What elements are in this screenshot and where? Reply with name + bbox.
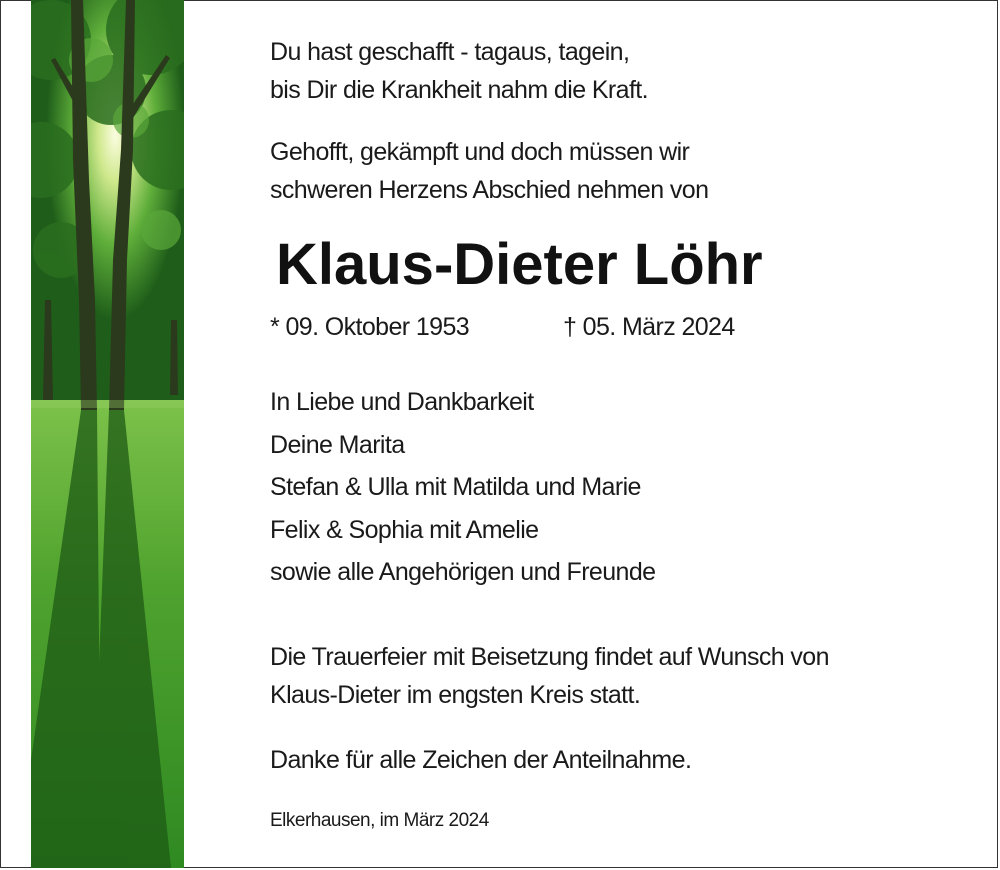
verse-line: bis Dir die Krankheit nahm die Kraft. [270, 76, 648, 104]
verse-line: Gehofft, gekämpft und doch müssen wir [270, 138, 690, 166]
mourner-line: Stefan & Ulla mit Matilda und Marie [270, 473, 641, 501]
mourner-line: Felix & Sophia mit Amelie [270, 515, 539, 544]
funeral-service-note [270, 638, 829, 714]
mourner-line: sowie alle Angehörigen und Freunde [270, 558, 656, 586]
birth-date: * 09. Oktober 1953 [270, 313, 470, 341]
mourner-line: Deine Marita [270, 430, 405, 459]
deceased-name: Klaus-Dieter Löhr [276, 232, 763, 297]
verse-second-stanza [270, 133, 708, 209]
verse-line: schweren Herzens Abschied nehmen von [270, 176, 709, 204]
place-and-date: Elkerhausen, im März 2024 [270, 810, 489, 831]
mourner-line: In Liebe und Dankbarkeit [270, 388, 534, 416]
service-line: Die Trauerfeier mit Beisetzung findet auf Wunsch von [270, 643, 829, 671]
verse-first-stanza [270, 33, 648, 109]
death-date: † 05. März 2024 [563, 313, 735, 341]
tree-park-photo [31, 0, 184, 868]
verse-line: Du hast geschafft - tagaus, tagein, [270, 38, 630, 66]
mourners-list [270, 381, 655, 594]
service-line: Klaus-Dieter im engsten Kreis statt. [270, 681, 641, 709]
thanks-note: Danke für alle Zeichen der Anteilnahme. [270, 746, 692, 774]
